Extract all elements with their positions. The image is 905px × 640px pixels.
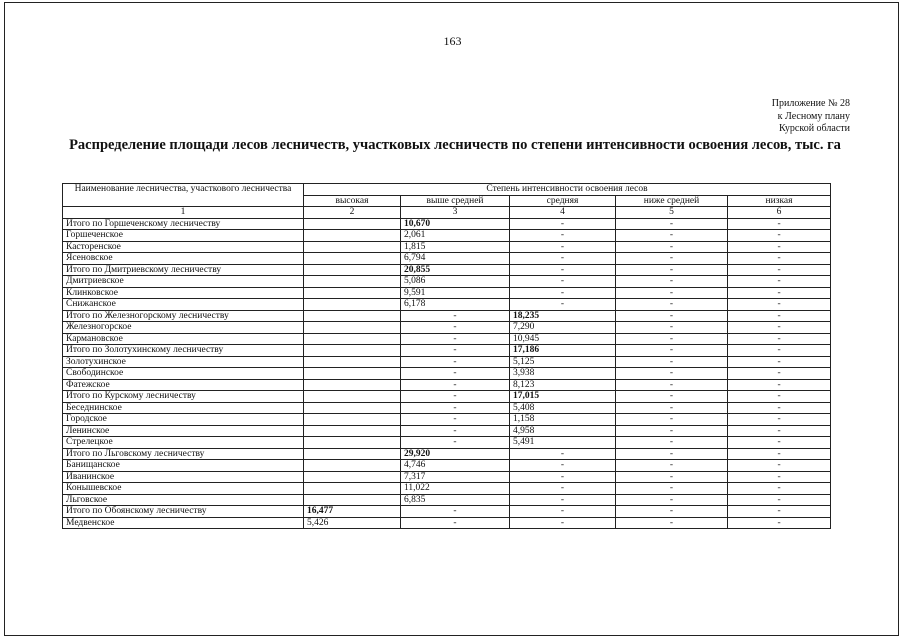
value-cell: -: [728, 391, 831, 403]
forestry-name-cell: Железногорское: [63, 322, 304, 334]
value-cell: -: [616, 506, 728, 518]
value-cell: -: [616, 437, 728, 449]
value-cell: -: [616, 483, 728, 495]
value-cell: -: [616, 460, 728, 472]
value-cell: -: [510, 483, 616, 495]
table-row: [63, 471, 831, 483]
value-cell: -: [728, 506, 831, 518]
value-cell: -: [728, 425, 831, 437]
column-header-above-average: выше средней: [401, 195, 510, 207]
forestry-name-cell: Ясеновское: [63, 253, 304, 265]
value-cell: -: [510, 517, 616, 529]
table-row: [63, 483, 831, 495]
value-cell: -: [728, 310, 831, 322]
value-cell: -: [616, 391, 728, 403]
value-cell: 5,426: [304, 517, 401, 529]
value-cell: 9,591: [401, 287, 510, 299]
value-cell: 1,158: [510, 414, 616, 426]
forestry-name-cell: Льговское: [63, 494, 304, 506]
value-cell: 7,317: [401, 471, 510, 483]
value-cell: 7,290: [510, 322, 616, 334]
value-cell: -: [616, 230, 728, 242]
value-cell: 8,123: [510, 379, 616, 391]
value-cell: -: [616, 448, 728, 460]
table-row: [63, 368, 831, 380]
value-cell: -: [728, 402, 831, 414]
value-cell: -: [401, 517, 510, 529]
forestry-name-cell: Свободинское: [63, 368, 304, 380]
value-cell: -: [728, 483, 831, 495]
value-cell: -: [728, 460, 831, 472]
table-row: [63, 276, 831, 288]
value-cell: -: [401, 414, 510, 426]
forestry-name-cell: Итого по Дмитриевскому лесничеству: [63, 264, 304, 276]
table-row: [63, 379, 831, 391]
column-header-low: низкая: [728, 195, 831, 207]
column-header-below-average: ниже средней: [616, 195, 728, 207]
value-cell: -: [616, 345, 728, 357]
table-row: [63, 287, 831, 299]
value-cell: 18,235: [510, 310, 616, 322]
value-cell: 4,958: [510, 425, 616, 437]
value-cell: -: [510, 287, 616, 299]
value-cell: -: [728, 368, 831, 380]
forestry-name-cell: Дмитриевское: [63, 276, 304, 288]
value-cell: -: [401, 402, 510, 414]
value-cell: [304, 494, 401, 506]
value-cell: [304, 471, 401, 483]
value-cell: -: [616, 471, 728, 483]
column-number: 3: [401, 207, 510, 219]
column-number: 5: [616, 207, 728, 219]
column-header-high: высокая: [304, 195, 401, 207]
value-cell: [304, 356, 401, 368]
appendix-line: Курской области: [779, 123, 850, 134]
table-row: [63, 241, 831, 253]
page-number: 163: [443, 34, 462, 48]
forestry-name-cell: Снижанское: [63, 299, 304, 311]
table-row: [63, 345, 831, 357]
value-cell: -: [728, 253, 831, 265]
value-cell: 10,945: [510, 333, 616, 345]
table-row: [63, 494, 831, 506]
column-number: 6: [728, 207, 831, 219]
value-cell: 4,746: [401, 460, 510, 472]
value-cell: -: [728, 322, 831, 334]
value-cell: -: [616, 276, 728, 288]
value-cell: -: [510, 299, 616, 311]
value-cell: -: [510, 506, 616, 518]
value-cell: [304, 230, 401, 242]
forestry-name-cell: Итого по Золотухинскому лесничеству: [63, 345, 304, 357]
forestry-name-cell: Касторенское: [63, 241, 304, 253]
value-cell: [304, 437, 401, 449]
value-cell: -: [616, 425, 728, 437]
value-cell: -: [616, 299, 728, 311]
value-cell: -: [728, 218, 831, 230]
value-cell: -: [616, 368, 728, 380]
value-cell: -: [616, 287, 728, 299]
value-cell: [304, 322, 401, 334]
value-cell: 11,022: [401, 483, 510, 495]
value-cell: 5,408: [510, 402, 616, 414]
forestry-name-cell: Иванинское: [63, 471, 304, 483]
value-cell: 2,061: [401, 230, 510, 242]
value-cell: -: [616, 379, 728, 391]
appendix-note: [772, 98, 850, 136]
value-cell: -: [728, 494, 831, 506]
value-cell: [304, 276, 401, 288]
value-cell: -: [616, 310, 728, 322]
table-row: [63, 299, 831, 311]
value-cell: [304, 460, 401, 472]
value-cell: [304, 287, 401, 299]
value-cell: -: [401, 333, 510, 345]
table-body: [63, 218, 831, 529]
value-cell: -: [401, 310, 510, 322]
forestry-name-cell: Золотухинское: [63, 356, 304, 368]
value-cell: -: [616, 218, 728, 230]
table-row: [63, 253, 831, 265]
table-row: [63, 356, 831, 368]
value-cell: [304, 391, 401, 403]
value-cell: -: [616, 241, 728, 253]
table-row: [63, 437, 831, 449]
value-cell: 3,938: [510, 368, 616, 380]
value-cell: -: [728, 471, 831, 483]
forestry-name-cell: Клинковское: [63, 287, 304, 299]
forestry-name-cell: Итого по Обоянскому лесничеству: [63, 506, 304, 518]
value-cell: -: [510, 471, 616, 483]
value-cell: 17,015: [510, 391, 616, 403]
value-cell: -: [728, 356, 831, 368]
value-cell: -: [728, 241, 831, 253]
value-cell: -: [728, 276, 831, 288]
table-row: [63, 218, 831, 230]
value-cell: -: [728, 333, 831, 345]
value-cell: -: [616, 402, 728, 414]
value-cell: -: [401, 345, 510, 357]
value-cell: -: [616, 322, 728, 334]
value-cell: -: [616, 333, 728, 345]
value-cell: -: [616, 517, 728, 529]
value-cell: [304, 379, 401, 391]
forestry-name-cell: Фатежское: [63, 379, 304, 391]
value-cell: -: [728, 287, 831, 299]
value-cell: 29,920: [401, 448, 510, 460]
value-cell: [304, 333, 401, 345]
value-cell: -: [401, 322, 510, 334]
forestry-name-cell: Кармановское: [63, 333, 304, 345]
forestry-name-cell: Медвенское: [63, 517, 304, 529]
column-header-name: Наименование лесничества, участкового лесничества: [63, 184, 304, 207]
table-row: [63, 517, 831, 529]
value-cell: -: [510, 276, 616, 288]
column-number: 2: [304, 207, 401, 219]
appendix-line: к Лесному плану: [777, 110, 850, 122]
value-cell: -: [728, 230, 831, 242]
table-row: [63, 230, 831, 242]
value-cell: -: [728, 299, 831, 311]
value-cell: -: [401, 379, 510, 391]
value-cell: [304, 368, 401, 380]
document-title: Распределение площади лесов лесничеств, участковых лесничеств по степени интенсивности освоения лесов, тыс. га: [69, 137, 841, 153]
value-cell: -: [728, 517, 831, 529]
value-cell: -: [728, 264, 831, 276]
forestry-name-cell: Банищанское: [63, 460, 304, 472]
table-row: [63, 264, 831, 276]
table-row: [63, 425, 831, 437]
column-number: 4: [510, 207, 616, 219]
value-cell: -: [728, 345, 831, 357]
forestry-name-cell: Итого по Горшеченскому лесничеству: [63, 218, 304, 230]
value-cell: [304, 402, 401, 414]
table-row: [63, 322, 831, 334]
table-row: [63, 333, 831, 345]
value-cell: [304, 264, 401, 276]
table-row: [63, 402, 831, 414]
forestry-name-cell: Итого по Льговскому лесничеству: [63, 448, 304, 460]
value-cell: [304, 218, 401, 230]
value-cell: -: [401, 391, 510, 403]
value-cell: -: [401, 368, 510, 380]
value-cell: -: [616, 494, 728, 506]
value-cell: -: [510, 230, 616, 242]
table-row: [63, 391, 831, 403]
forestry-name-cell: Ленинское: [63, 425, 304, 437]
table-row: [63, 310, 831, 322]
table-row: [63, 448, 831, 460]
column-group-header: Степень интенсивности освоения лесов: [304, 184, 831, 196]
value-cell: -: [616, 414, 728, 426]
forestry-name-cell: Стрелецкое: [63, 437, 304, 449]
value-cell: [304, 299, 401, 311]
appendix-line: Приложение № 28: [771, 98, 850, 109]
value-cell: 16,477: [304, 506, 401, 518]
column-number: 1: [63, 207, 304, 219]
forestry-name-cell: Итого по Курскому лесничеству: [63, 391, 304, 403]
value-cell: -: [401, 425, 510, 437]
value-cell: [304, 241, 401, 253]
table-row: [63, 460, 831, 472]
forestry-name-cell: Итого по Железногорскому лесничеству: [63, 310, 304, 322]
value-cell: -: [616, 253, 728, 265]
value-cell: 5,125: [510, 356, 616, 368]
value-cell: -: [728, 414, 831, 426]
value-cell: 6,794: [401, 253, 510, 265]
value-cell: 6,178: [401, 299, 510, 311]
value-cell: 5,491: [510, 437, 616, 449]
value-cell: 20,855: [401, 264, 510, 276]
value-cell: [304, 448, 401, 460]
value-cell: [304, 483, 401, 495]
value-cell: -: [510, 460, 616, 472]
value-cell: -: [616, 264, 728, 276]
value-cell: -: [510, 241, 616, 253]
forestry-name-cell: Конышевское: [63, 483, 304, 495]
value-cell: [304, 310, 401, 322]
value-cell: 10,670: [401, 218, 510, 230]
value-cell: -: [401, 356, 510, 368]
value-cell: [304, 425, 401, 437]
value-cell: -: [728, 437, 831, 449]
value-cell: -: [510, 218, 616, 230]
value-cell: 5,086: [401, 276, 510, 288]
value-cell: -: [510, 253, 616, 265]
table-row: [63, 506, 831, 518]
value-cell: -: [510, 494, 616, 506]
value-cell: -: [728, 379, 831, 391]
value-cell: -: [728, 448, 831, 460]
value-cell: -: [510, 264, 616, 276]
value-cell: -: [510, 448, 616, 460]
forestry-name-cell: Беседнинское: [63, 402, 304, 414]
value-cell: -: [401, 437, 510, 449]
value-cell: 1,815: [401, 241, 510, 253]
value-cell: [304, 414, 401, 426]
forestry-name-cell: Городское: [63, 414, 304, 426]
value-cell: [304, 345, 401, 357]
value-cell: -: [616, 356, 728, 368]
forest-distribution-table: [62, 183, 831, 529]
value-cell: 6,835: [401, 494, 510, 506]
table-row: [63, 414, 831, 426]
column-header-average: средняя: [510, 195, 616, 207]
value-cell: 17,186: [510, 345, 616, 357]
forestry-name-cell: Горшеченское: [63, 230, 304, 242]
value-cell: [304, 253, 401, 265]
value-cell: -: [401, 506, 510, 518]
